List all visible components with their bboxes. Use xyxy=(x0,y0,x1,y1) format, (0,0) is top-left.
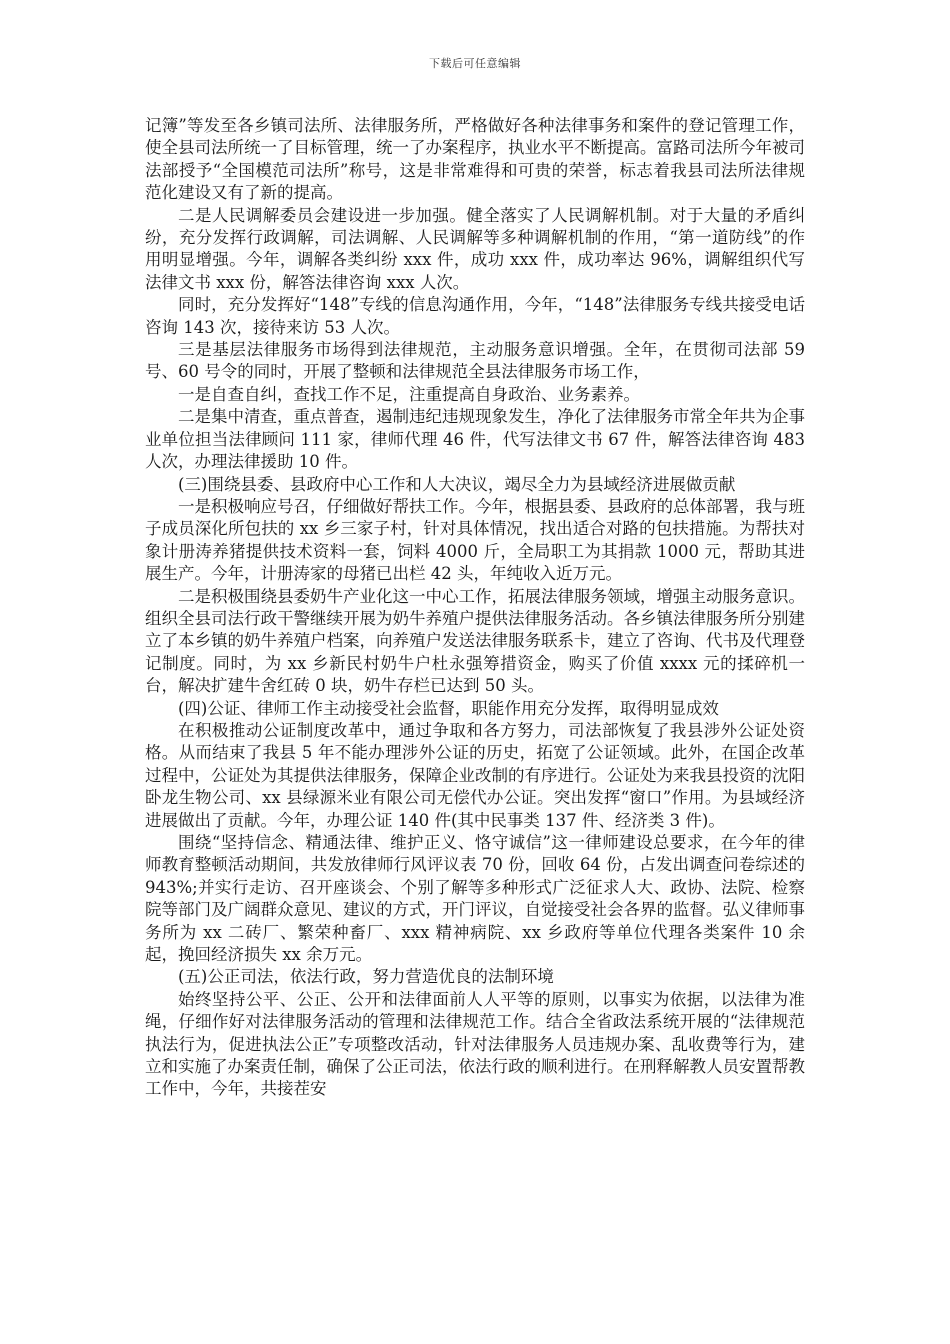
body-paragraph: 同时，充分发挥好“148”专线的信息沟通作用，今年，“148”法律服务专线共接受电话咨询 143 次，接待来访 53 人次。 xyxy=(145,295,805,337)
body-paragraph: 一是积极响应号召，仔细做好帮扶工作。今年，根据县委、县政府的总体部署，我与班子成员深化所包扶的 xx 乡三家子村，针对具体情况，找出适合对路的包扶措施。为帮扶对象计册涛养猪提供技术资料一套，饲料 4000 斤，全局职工为其捐款 1000 元，帮助其进展生产。今年，计册涛家的母猪已出栏 42 头，年纯收入近万元。 xyxy=(145,496,805,584)
body-paragraph: (三)围绕县委、县政府中心工作和人大决议，竭尽全力为县域经济进展做贡献 xyxy=(178,474,736,494)
body-paragraph: (五)公正司法，依法行政，努力营造优良的法制环境 xyxy=(178,967,554,987)
page-header-caption: 下载后可任意编辑 xyxy=(429,57,521,70)
body-paragraph: 二是积极围绕县委奶牛产业化这一中心工作，拓展法律服务领域，增强主动服务意识。组织全县司法行政干警继续开展为奶牛养殖户提供法律服务活动。各乡镇法律服务所分别建立了本乡镇的奶牛养殖户档案，向养殖户发送法律服务联系卡，建立了咨询、代书及代理登记制度。同时，为 xx 乡新民村奶牛户杜永强筹措资金，购买了价值 xxxx 元的揉碎机一台，解决扩建牛舍红砖 0 块，奶牛存栏已达到 50 头。 xyxy=(145,586,805,696)
body-paragraph: 二是人民调解委员会建设进一步加强。健全落实了人民调解机制。对于大量的矛盾纠纷，充分发挥行政调解，司法调解、人民调解等多种调解机制的作用，“第一道防线”的作用明显增强。今年，调解各类纠纷 xxx 件，成功 xxx 件，成功率达 96%，调解组织代写法律文书 xxx 份，解答法律咨询 xxx 人次。 xyxy=(145,205,805,292)
body-paragraph: 始终坚持公平、公正、公开和法律面前人人平等的原则，以事实为依据，以法律为准绳，仔细作好对法律服务活动的管理和法律规范工作。结合全省政法系统开展的“法律规范执法行为，促进执法公正”专项整改活动，针对法律服务人员违规办案、乱收费等行为，建立和实施了办案责任制，确保了公正司法，依法行政的顺利进行。在刑释解教人员安置帮教工作中，今年，共接茬安 xyxy=(145,989,805,1099)
body-paragraph: 二是集中清查，重点普查，遏制违纪违规现象发生，净化了法律服务市常全年共为企事业单位担当法律顾问 111 家，律师代理 46 件，代写法律文书 67 件，解答法律咨询 483 人次，办理法律援助 10 件。 xyxy=(145,407,805,472)
body-paragraph: 一是自查自纠，查找工作不足，注重提高自身政治、业务素养。 xyxy=(178,384,640,404)
body-paragraph: 在积极推动公证制度改革中，通过争取和各方努力，司法部恢复了我县涉外公证处资格。从而结束了我县 5 年不能办理涉外公证的历史，拓宽了公证领域。此外，在国企改革过程中，公证处为其提供法律服务，保障企业改制的有序进行。公证处为来我县投资的沈阳卧龙生物公司、xx 县绿源米业有限公司无偿代办公证。突出发挥“窗口”作用。为县域经济进展做出了贡献。今年，办理公证 140 件(其中民事类 137 件、经济类 3 件)。 xyxy=(145,720,805,830)
document-body xyxy=(145,115,805,1101)
body-paragraph: (四)公证、律师工作主动接受社会监督，职能作用充分发挥，取得明显成效 xyxy=(178,698,719,718)
body-paragraph: 三是基层法律服务市场得到法律规范，主动服务意识增强。全年，在贯彻司法部 59 号、60 号令的同时，开展了整顿和法律规范全县法律服务市场工作， xyxy=(145,340,805,382)
body-paragraph: 记簿”等发至各乡镇司法所、法律服务所，严格做好各种法律事务和案件的登记管理工作，使全县司法所统一了目标管理，统一了办案程序，执业水平不断提高。富路司法所今年被司法部授予“全国模范司法所”称号，这是非常难得和可贵的荣誉，标志着我县司法所法律规范化建设又有了新的提高。 xyxy=(145,116,805,203)
body-paragraph: 围绕“坚持信念、精通法律、维护正义、恪守诚信”这一律师建设总要求，在今年的律师教育整顿活动期间，共发放律师行风评议表 70 份，回收 64 份，占发出调查问卷综述的 943%;并实行走访、召开座谈会、个别了解等多种形式广泛征求人大、政协、法院、检察院等部门及广阔群众意见、建议的方式，开门评议，自觉接受社会各界的监督。弘义律师事务所为 xx 二砖厂、繁荣种畜厂、xxx 精神病院、xx 乡政府等单位代理各类案件 10 余起，挽回经济损失 xx 余万元。 xyxy=(145,833,805,965)
